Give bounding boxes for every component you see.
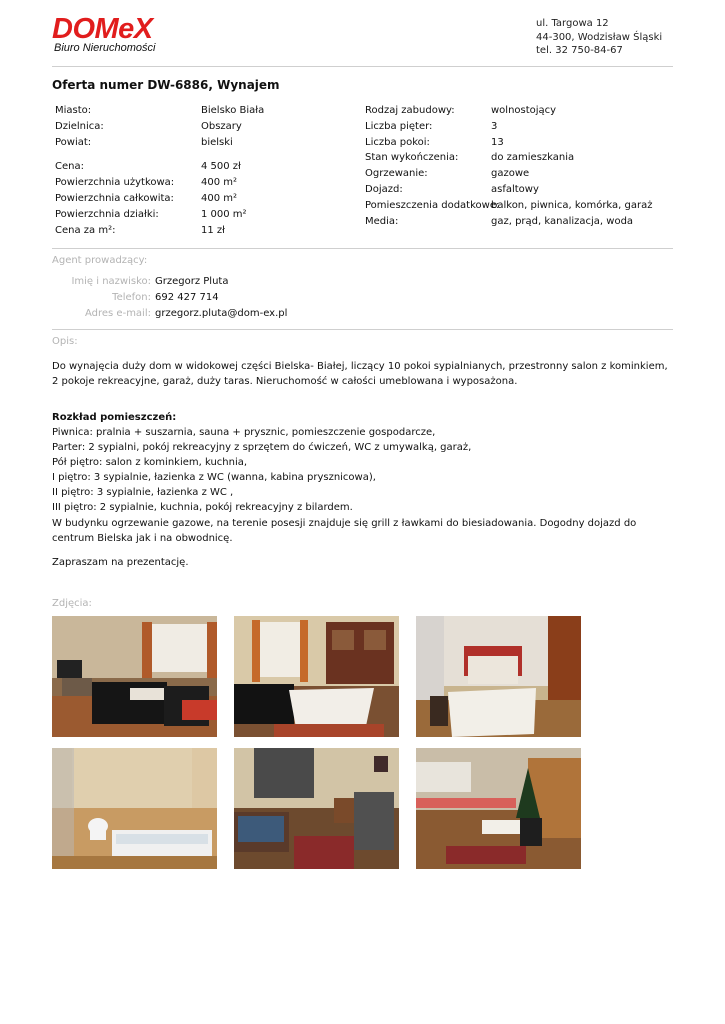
dining-room-photo[interactable] — [234, 616, 399, 737]
label-price: Cena: — [55, 161, 84, 173]
room-line: Piwnica: pralnia + suszarnia, sauna + prysznic, pomieszczenie gospodarcze, — [52, 427, 436, 438]
photos-section-label: Zdjęcia: — [52, 598, 92, 609]
agent-section-label: Agent prowadzący: — [52, 255, 148, 266]
agent-phone[interactable]: 692 427 714 — [155, 292, 219, 303]
label-extra-rooms: Pomieszczenia dodatkowe: — [365, 199, 500, 211]
kitchen-photo[interactable] — [416, 616, 581, 737]
bedroom-photo[interactable] — [234, 748, 399, 869]
value-building-type: wolnostojący — [491, 105, 557, 116]
value-finish: do zamieszkania — [491, 152, 575, 164]
agent-phone-label: Telefon: — [112, 292, 151, 303]
agent-name-label: Imię i nazwisko: — [71, 276, 151, 287]
label-access: Dojazd: — [365, 183, 403, 195]
address-street: ul. Targowa 12 — [536, 18, 609, 29]
offer-title: Oferta numer DW-6886, Wynajem — [52, 78, 280, 92]
room-line: II piętro: 3 sypialnie, łazienka z WC , — [52, 487, 234, 498]
description-closing-text: Zapraszam na prezentację. — [52, 557, 189, 568]
bathroom-photo[interactable] — [52, 748, 217, 869]
label-building-type: Rodzaj zabudowy: — [365, 105, 455, 116]
rooms-heading: Rozkład pomieszczeń: — [52, 412, 177, 423]
value-plot-area: 1 000 m² — [201, 208, 247, 220]
value-extra-rooms: balkon, piwnica, komórka, garaż — [491, 199, 653, 211]
value-utilities: gaz, prąd, kanalizacja, woda — [491, 215, 634, 227]
value-district: Obszary — [201, 120, 242, 132]
description-section-label: Opis: — [52, 336, 78, 347]
right-values — [491, 103, 653, 229]
address-city: 44-300, Wodzisław Śląski — [536, 31, 663, 43]
value-city: Bielsko Biała — [201, 105, 265, 116]
rooms-layout — [52, 410, 677, 515]
room-line: III piętro: 2 sypialnie, kuchnia, pokój rekreacyjny z bilardem. — [52, 502, 353, 513]
room-line: I piętro: 3 sypialnie, łazienka z WC (wanna, kabina prysznicowa), — [52, 472, 376, 483]
description-extra-text: W budynku ogrzewanie gazowe, na terenie posesji znajduje się grill z ławkami do biesiadowania. Dogodny dojazd do centrum Bielska jak i na obwodnicę. — [52, 518, 637, 544]
logo-text: DOMeX — [52, 13, 153, 45]
label-city: Miasto: — [55, 105, 92, 116]
room-line: Pół piętro: salon z kominkiem, kuchnia, — [52, 457, 248, 468]
divider — [52, 66, 673, 67]
value-floors: 3 — [491, 120, 498, 132]
agent-email-label: Adres e-mail: — [84, 308, 151, 319]
room-line: Parter: 2 sypialni, pokój rekreacyjny z sprzętem do ćwiczeń, WC z umywalką, garaż, — [52, 442, 472, 453]
logo-subtitle: Biuro Nieruchomości — [54, 42, 156, 54]
living-room-photo[interactable] — [52, 616, 217, 737]
agent-name: Grzegorz Pluta — [155, 276, 229, 287]
label-total-area: Powierzchnia całkowita: — [55, 192, 174, 204]
agent-labels — [52, 274, 151, 322]
value-price-per-m2: 11 zł — [201, 224, 225, 236]
label-rooms: Liczba pokoi: — [365, 136, 430, 148]
value-rooms: 13 — [491, 136, 504, 148]
company-address — [536, 17, 662, 58]
value-price: 4 500 zł — [201, 161, 241, 173]
label-finish: Stan wykończenia: — [365, 152, 459, 164]
label-price-per-m2: Cena za m²: — [55, 224, 116, 236]
label-plot-area: Powierzchnia działki: — [55, 208, 159, 220]
label-county: Powiat: — [55, 136, 92, 148]
value-usable-area: 400 m² — [201, 177, 238, 189]
divider — [52, 329, 673, 330]
description-extra — [52, 516, 677, 546]
label-heating: Ogrzewanie: — [365, 168, 428, 180]
label-utilities: Media: — [365, 215, 399, 227]
description-intro — [52, 359, 677, 389]
agent-email[interactable]: grzegorz.pluta@dom-ex.pl — [155, 308, 288, 319]
label-usable-area: Powierzchnia użytkowa: — [55, 177, 175, 189]
value-access: asfaltowy — [491, 183, 539, 195]
recreation-room-photo[interactable] — [416, 748, 581, 869]
label-floors: Liczba pięter: — [365, 120, 433, 132]
value-total-area: 400 m² — [201, 192, 238, 204]
agent-values — [155, 274, 287, 322]
value-heating: gazowe — [491, 168, 530, 180]
value-county: bielski — [201, 136, 233, 148]
divider — [52, 248, 673, 249]
description-closing — [52, 555, 677, 570]
left-values — [201, 103, 264, 238]
right-labels — [365, 103, 499, 229]
left-labels — [55, 103, 174, 238]
description-intro-text: Do wynajęcia duży dom w widokowej części Bielska- Białej, liczący 10 pokoi sypialnianych, przestronny salon z kominkiem, 2 pokoje rekreacyjne, garaż, duży taras. Nieruchomość w całości umeblowana i wyposażona. — [52, 361, 668, 387]
company-phone: tel. 32 750-84-67 — [536, 45, 623, 56]
label-district: Dzielnica: — [55, 120, 104, 132]
company-logo — [52, 14, 155, 54]
